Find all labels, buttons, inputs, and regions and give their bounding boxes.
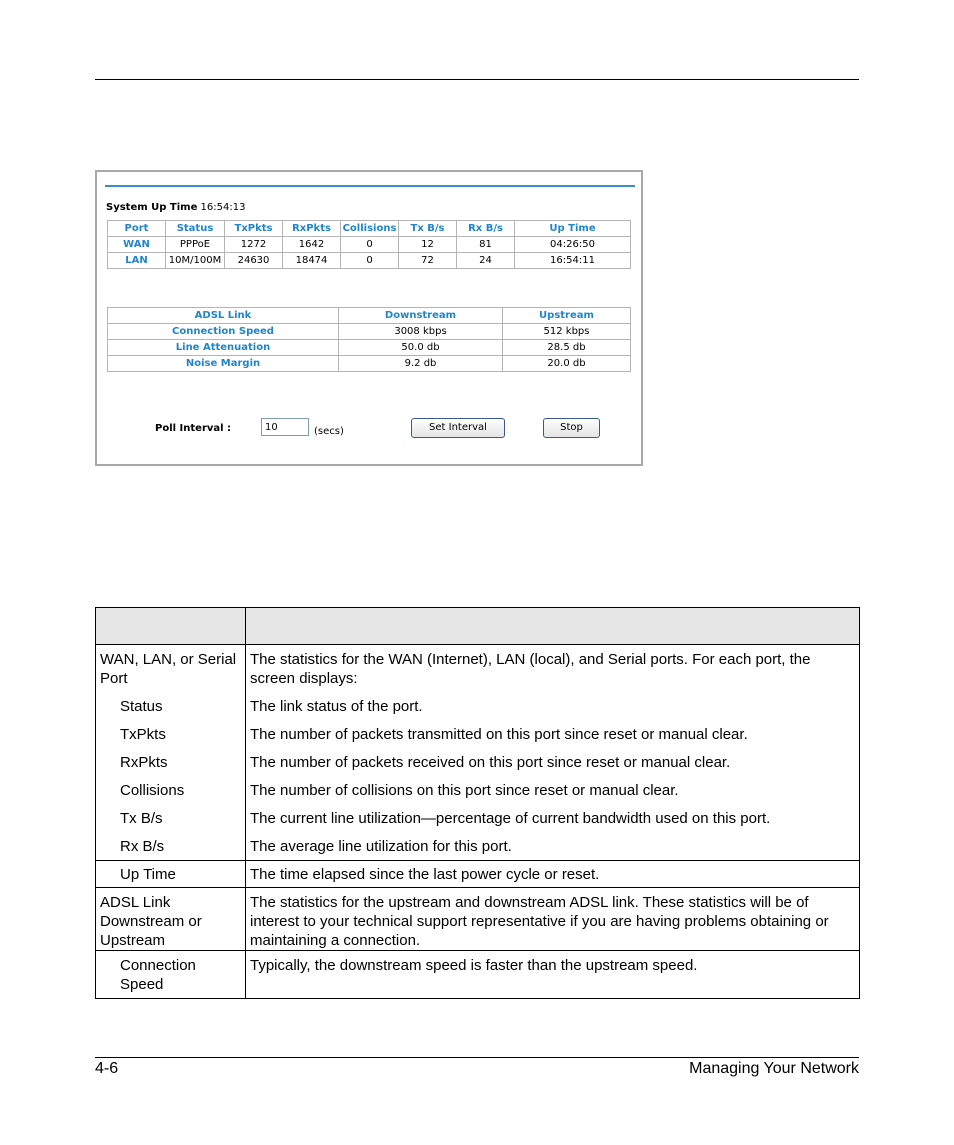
table-row	[96, 744, 860, 772]
definition-cell: The link status of the port.	[246, 688, 860, 716]
col-header: Upstream	[503, 308, 631, 324]
cell: 3008 kbps	[339, 324, 503, 340]
cell: PPPoE	[166, 237, 225, 253]
cell: 18474	[283, 253, 341, 269]
header-cell-empty	[246, 608, 860, 645]
header-rule	[95, 79, 859, 80]
router-statistics-screenshot	[95, 170, 643, 466]
cell: 24	[457, 253, 515, 269]
cell: 20.0 db	[503, 356, 631, 372]
footer-rule	[95, 1057, 859, 1058]
page-number: 4-6	[95, 1060, 119, 1077]
table-row	[96, 828, 860, 861]
col-header: Port	[108, 221, 166, 237]
cell: 9.2 db	[339, 356, 503, 372]
poll-interval-label: Poll Interval :	[155, 423, 232, 434]
system-uptime	[106, 202, 245, 213]
cell: 0	[341, 253, 399, 269]
cell: 1272	[225, 237, 283, 253]
table-row	[96, 951, 860, 999]
table-row	[96, 716, 860, 744]
term-cell: TxPkts	[96, 716, 246, 744]
uptime-value: 16:54:13	[200, 202, 246, 213]
uptime-label: System Up Time	[106, 202, 198, 213]
adsl-stats-table	[107, 307, 631, 372]
cell: 04:26:50	[515, 237, 631, 253]
definition-cell: The number of collisions on this port since reset or manual clear.	[246, 772, 860, 800]
cell: 10M/100M	[166, 253, 225, 269]
table-row	[96, 888, 860, 951]
term-cell: RxPkts	[96, 744, 246, 772]
term-cell: Up Time	[96, 861, 246, 888]
row-label: Connection Speed	[108, 324, 339, 340]
cell: 72	[399, 253, 457, 269]
term-cell: Collisions	[96, 772, 246, 800]
table-row	[96, 688, 860, 716]
col-header: TxPkts	[225, 221, 283, 237]
row-label: Noise Margin	[108, 356, 339, 372]
definition-cell: The time elapsed since the last power cycle or reset.	[246, 861, 860, 888]
cell: 0	[341, 237, 399, 253]
table-row	[108, 356, 631, 372]
col-header: Up Time	[515, 221, 631, 237]
cell: 81	[457, 237, 515, 253]
col-header: ADSL Link	[108, 308, 339, 324]
cell: 12	[399, 237, 457, 253]
definition-cell: The average line utilization for this port.	[246, 828, 860, 861]
col-header: Rx B/s	[457, 221, 515, 237]
definition-cell: The statistics for the WAN (Internet), LAN (local), and Serial ports. For each port, the screen displays:	[246, 645, 860, 689]
cell: 16:54:11	[515, 253, 631, 269]
table-row	[96, 645, 860, 689]
poll-interval-input[interactable]	[261, 418, 309, 436]
table-row	[108, 324, 631, 340]
row-label: Line Attenuation	[108, 340, 339, 356]
table-row	[108, 253, 631, 269]
col-header: Status	[166, 221, 225, 237]
port-name: WAN	[108, 237, 166, 253]
set-interval-button[interactable]: Set Interval	[411, 418, 505, 438]
panel-divider	[105, 185, 635, 187]
table-row	[96, 772, 860, 800]
term-cell: Connection Speed	[96, 951, 246, 999]
adsl-table-header	[108, 308, 631, 324]
definition-cell: The number of packets transmitted on this port since reset or manual clear.	[246, 716, 860, 744]
term-cell: Status	[96, 688, 246, 716]
definition-cell: The current line utilization—percentage of current bandwidth used on this port.	[246, 800, 860, 828]
table-row	[108, 340, 631, 356]
term-cell: WAN, LAN, or Serial Port	[96, 645, 246, 689]
col-header: Downstream	[339, 308, 503, 324]
secs-label: (secs)	[314, 426, 344, 437]
term-cell: Rx B/s	[96, 828, 246, 861]
description-header-row	[96, 608, 860, 645]
header-cell-empty	[96, 608, 246, 645]
port-table-header	[108, 221, 631, 237]
cell: 1642	[283, 237, 341, 253]
cell: 28.5 db	[503, 340, 631, 356]
col-header: Tx B/s	[399, 221, 457, 237]
cell: 24630	[225, 253, 283, 269]
port-name: LAN	[108, 253, 166, 269]
cell: 512 kbps	[503, 324, 631, 340]
table-row	[108, 237, 631, 253]
cell: 50.0 db	[339, 340, 503, 356]
chapter-title: Managing Your Network	[689, 1060, 859, 1077]
table-row	[96, 800, 860, 828]
term-cell: Tx B/s	[96, 800, 246, 828]
definition-cell: Typically, the downstream speed is faster than the upstream speed.	[246, 951, 860, 999]
col-header: Collisions	[341, 221, 399, 237]
col-header: RxPkts	[283, 221, 341, 237]
definition-cell: The number of packets received on this port since reset or manual clear.	[246, 744, 860, 772]
stop-button[interactable]: Stop	[543, 418, 600, 438]
definition-cell: The statistics for the upstream and downstream ADSL link. These statistics will be of interest to your technical support representative if you are having problems obtaining or maintaining a connection.	[246, 888, 860, 951]
field-description-table	[95, 607, 860, 999]
term-cell: ADSL Link Downstream or Upstream	[96, 888, 246, 951]
table-row	[96, 861, 860, 888]
port-stats-table	[107, 220, 631, 269]
